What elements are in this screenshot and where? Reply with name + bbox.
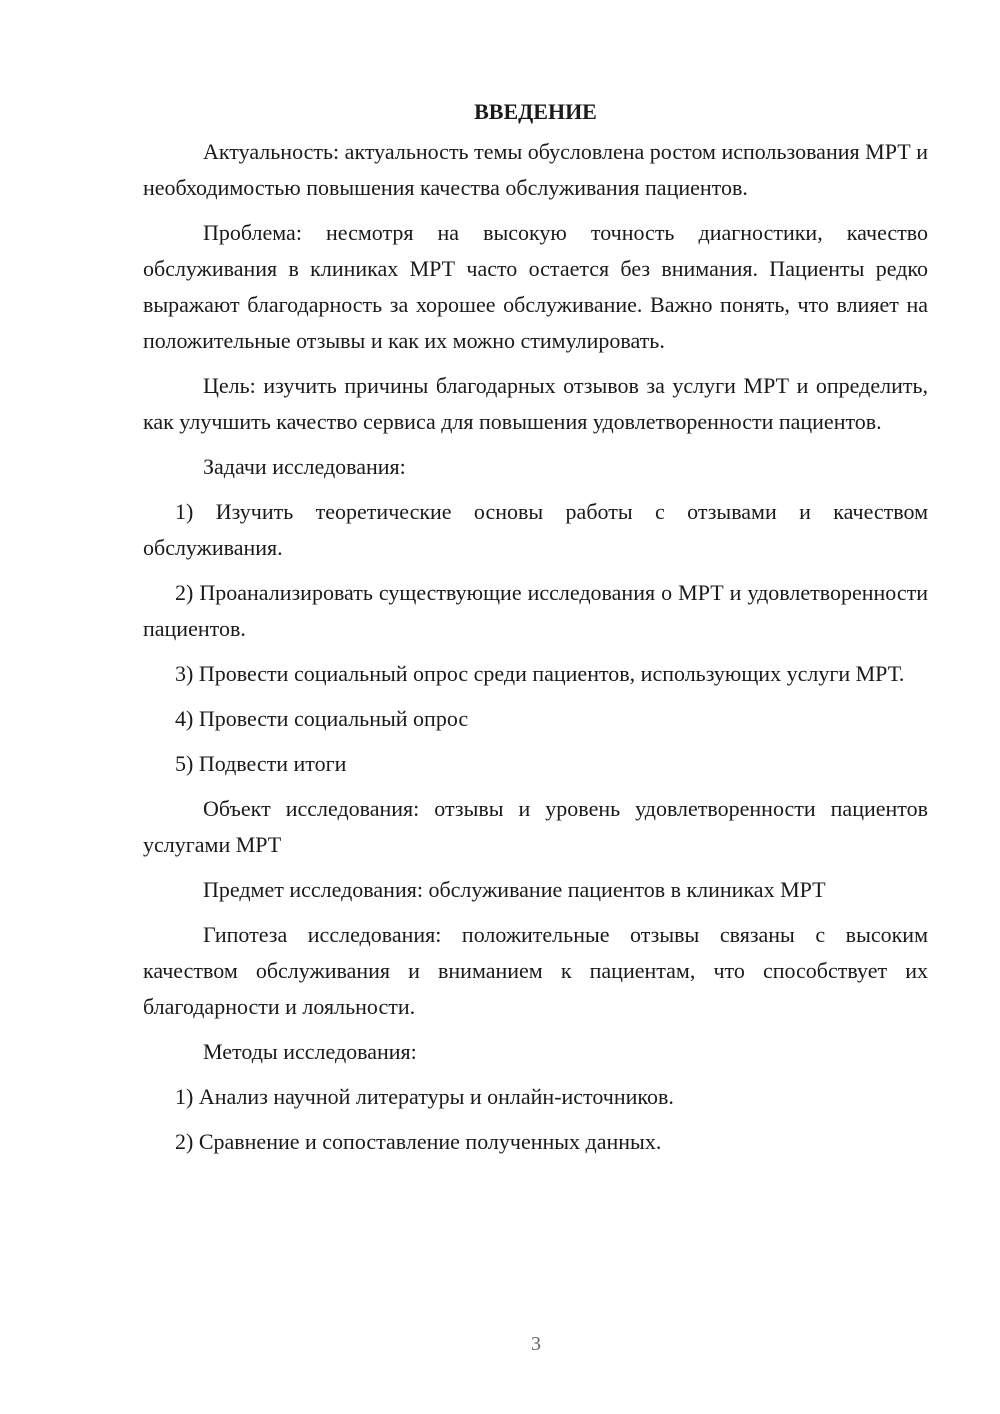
task-item: 4) Провести социальный опрос xyxy=(175,706,469,731)
paragraph-problem: Проблема: несмотря на высокую точность диагностики, качество обслуживания в клиниках МРТ часто остается без внимания. Пациенты редко выражают благодарность за хорошее обслуживание. Важно понять, что влияет на положительные отзывы и как их можно стимулировать. xyxy=(143,220,928,353)
methods-heading: Методы исследования: xyxy=(203,1039,417,1064)
task-item: 3) Провести социальный опрос среди пациентов, использующих услуги МРТ. xyxy=(175,661,905,686)
paragraph-goal: Цель: изучить причины благодарных отзывов за услуги МРТ и определить, как улучшить качество сервиса для повышения удовлетворенности пациентов. xyxy=(143,373,928,434)
paragraph-subject: Предмет исследования: обслуживание пациентов в клиниках МРТ xyxy=(203,877,826,902)
tasks-heading: Задачи исследования: xyxy=(203,454,406,479)
task-item: 1) Изучить теоретические основы работы с отзывами и качеством обслуживания. xyxy=(143,499,928,560)
paragraph-object: Объект исследования: отзывы и уровень удовлетворенности пациентов услугами МРТ xyxy=(143,796,928,857)
task-item: 2) Проанализировать существующие исследования о МРТ и удовлетворенности пациентов. xyxy=(143,580,928,641)
page-heading: ВВЕДЕНИЕ xyxy=(474,99,597,124)
task-item: 5) Подвести итоги xyxy=(175,751,347,776)
page-content xyxy=(143,94,928,1169)
paragraph-relevance: Актуальность: актуальность темы обусловлена ростом использования МРТ и необходимостью повышения качества обслуживания пациентов. xyxy=(143,139,928,200)
method-item: 1) Анализ научной литературы и онлайн-источников. xyxy=(175,1084,674,1109)
paragraph-hypothesis: Гипотеза исследования: положительные отзывы связаны с высоким качеством обслуживания и вниманием к пациентам, что способствует их благодарности и лояльности. xyxy=(143,922,928,1019)
method-item: 2) Сравнение и сопоставление полученных данных. xyxy=(175,1129,662,1154)
page-number: 3 xyxy=(531,1333,541,1355)
